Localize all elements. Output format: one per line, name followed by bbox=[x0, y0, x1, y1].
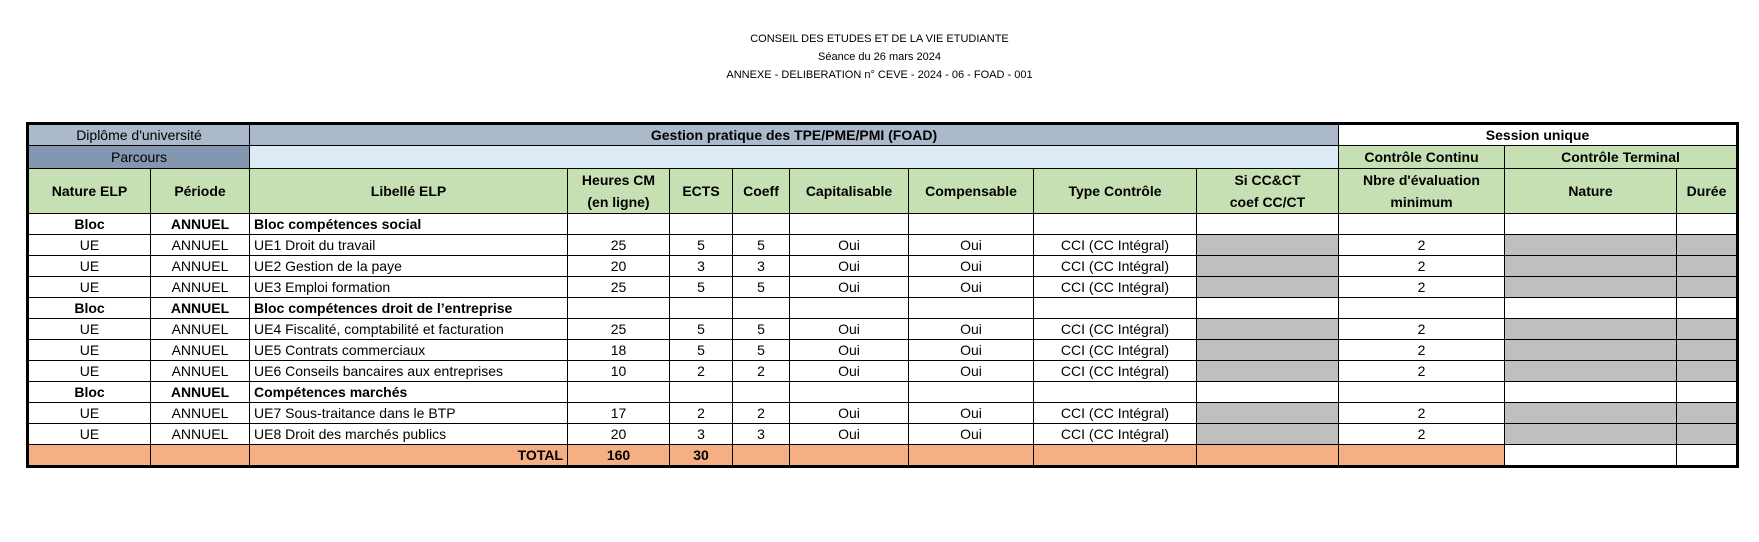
cell-libelle: UE4 Fiscalité, comptabilité et facturation bbox=[250, 319, 568, 340]
cell-capitalisable bbox=[790, 382, 909, 403]
cell-nature: UE bbox=[28, 340, 151, 361]
table-row bbox=[28, 340, 1738, 361]
cell-type-controle bbox=[1034, 214, 1197, 235]
formation-title: Gestion pratique des TPE/PME/PMI (FOAD) bbox=[250, 124, 1339, 146]
cell-ects: 2 bbox=[670, 403, 733, 424]
cell-ects: 3 bbox=[670, 424, 733, 445]
cell-periode: ANNUEL bbox=[151, 340, 250, 361]
cell-ects: 5 bbox=[670, 235, 733, 256]
cell-capitalisable: Oui bbox=[790, 235, 909, 256]
cell-coeff bbox=[733, 382, 790, 403]
cell-heures: 17 bbox=[568, 403, 670, 424]
cell-periode: ANNUEL bbox=[151, 382, 250, 403]
cell-nature-ct bbox=[1505, 424, 1677, 445]
total-empty-10 bbox=[1677, 445, 1738, 467]
col-nature: Nature bbox=[1505, 169, 1677, 214]
cell-duree bbox=[1677, 235, 1738, 256]
cell-duree bbox=[1677, 403, 1738, 424]
header-row-1 bbox=[28, 124, 1738, 146]
cell-nbre-eval bbox=[1339, 214, 1505, 235]
cell-type-controle: CCI (CC Intégral) bbox=[1034, 235, 1197, 256]
cell-si-cc-ct bbox=[1197, 361, 1339, 382]
cell-heures: 25 bbox=[568, 319, 670, 340]
cell-coeff: 5 bbox=[733, 277, 790, 298]
column-header-row bbox=[28, 169, 1738, 214]
cell-si-cc-ct bbox=[1197, 424, 1339, 445]
cell-coeff: 5 bbox=[733, 319, 790, 340]
cell-periode: ANNUEL bbox=[151, 298, 250, 319]
cell-coeff bbox=[733, 214, 790, 235]
document-header bbox=[0, 30, 1759, 84]
cell-nature-ct bbox=[1505, 235, 1677, 256]
cell-type-controle: CCI (CC Intégral) bbox=[1034, 403, 1197, 424]
cell-type-controle: CCI (CC Intégral) bbox=[1034, 424, 1197, 445]
cell-libelle: UE7 Sous-traitance dans le BTP bbox=[250, 403, 568, 424]
cell-heures: 25 bbox=[568, 277, 670, 298]
col-type-controle: Type Contrôle bbox=[1034, 169, 1197, 214]
cell-coeff: 2 bbox=[733, 403, 790, 424]
cell-capitalisable: Oui bbox=[790, 361, 909, 382]
cell-si-cc-ct bbox=[1197, 319, 1339, 340]
cell-periode: ANNUEL bbox=[151, 256, 250, 277]
cell-capitalisable bbox=[790, 298, 909, 319]
bloc-row bbox=[28, 214, 1738, 235]
cell-si-cc-ct bbox=[1197, 235, 1339, 256]
cell-libelle: Compétences marchés bbox=[250, 382, 568, 403]
cell-libelle: Bloc compétences droit de l’entreprise bbox=[250, 298, 568, 319]
ct-label: Contrôle Terminal bbox=[1505, 146, 1738, 169]
cell-nature: Bloc bbox=[28, 214, 151, 235]
cell-ects bbox=[670, 298, 733, 319]
parcours-label: Parcours bbox=[28, 146, 250, 169]
col-nature-elp: Nature ELP bbox=[28, 169, 151, 214]
cell-si-cc-ct bbox=[1197, 403, 1339, 424]
deliberation-reference: ANNEXE - DELIBERATION n° CEVE - 2024 - 06 - FOAD - 001 bbox=[726, 69, 1033, 81]
cell-compensable: Oui bbox=[909, 256, 1034, 277]
cell-periode: ANNUEL bbox=[151, 424, 250, 445]
cc-label: Contrôle Continu bbox=[1339, 146, 1505, 169]
total-row bbox=[28, 445, 1738, 467]
header-row-2 bbox=[28, 146, 1738, 169]
cell-compensable: Oui bbox=[909, 277, 1034, 298]
cell-capitalisable: Oui bbox=[790, 256, 909, 277]
cell-libelle: UE1 Droit du travail bbox=[250, 235, 568, 256]
cell-nature-ct bbox=[1505, 361, 1677, 382]
cell-type-controle bbox=[1034, 298, 1197, 319]
cell-libelle: Bloc compétences social bbox=[250, 214, 568, 235]
session-label: Session unique bbox=[1339, 124, 1738, 146]
cell-ects: 3 bbox=[670, 256, 733, 277]
cell-libelle: UE8 Droit des marchés publics bbox=[250, 424, 568, 445]
table-row bbox=[28, 319, 1738, 340]
cell-nbre-eval: 2 bbox=[1339, 403, 1505, 424]
cell-ects: 5 bbox=[670, 340, 733, 361]
cell-nature: UE bbox=[28, 361, 151, 382]
cell-heures bbox=[568, 298, 670, 319]
cell-compensable bbox=[909, 214, 1034, 235]
table-body bbox=[28, 214, 1738, 445]
cell-si-cc-ct bbox=[1197, 298, 1339, 319]
cell-nbre-eval: 2 bbox=[1339, 340, 1505, 361]
cell-periode: ANNUEL bbox=[151, 277, 250, 298]
cell-duree bbox=[1677, 298, 1738, 319]
table-row bbox=[28, 361, 1738, 382]
cell-ects bbox=[670, 382, 733, 403]
cell-coeff: 5 bbox=[733, 340, 790, 361]
cell-nature: Bloc bbox=[28, 298, 151, 319]
cell-heures bbox=[568, 214, 670, 235]
col-heures-line1: Heures CM bbox=[581, 172, 656, 188]
cell-duree bbox=[1677, 214, 1738, 235]
cell-coeff: 2 bbox=[733, 361, 790, 382]
cell-heures bbox=[568, 382, 670, 403]
cell-type-controle: CCI (CC Intégral) bbox=[1034, 361, 1197, 382]
cell-compensable bbox=[909, 382, 1034, 403]
cell-capitalisable: Oui bbox=[790, 319, 909, 340]
col-compensable: Compensable bbox=[909, 169, 1034, 214]
cell-nbre-eval: 2 bbox=[1339, 361, 1505, 382]
col-periode: Période bbox=[151, 169, 250, 214]
diplome-label: Diplôme d'université bbox=[28, 124, 250, 146]
col-nbre-eval-line1: Nbre d'évaluation bbox=[1363, 172, 1480, 188]
cell-ects: 5 bbox=[670, 277, 733, 298]
cell-libelle: UE5 Contrats commerciaux bbox=[250, 340, 568, 361]
cell-periode: ANNUEL bbox=[151, 235, 250, 256]
cell-capitalisable: Oui bbox=[790, 277, 909, 298]
cell-nbre-eval: 2 bbox=[1339, 256, 1505, 277]
total-empty-7 bbox=[1197, 445, 1339, 467]
total-empty-9 bbox=[1505, 445, 1677, 467]
cell-type-controle: CCI (CC Intégral) bbox=[1034, 277, 1197, 298]
cell-compensable: Oui bbox=[909, 403, 1034, 424]
col-heures bbox=[568, 169, 670, 214]
cell-nature: UE bbox=[28, 319, 151, 340]
cell-nature-ct bbox=[1505, 277, 1677, 298]
total-heures: 160 bbox=[568, 445, 670, 467]
col-heures-line2: (en ligne) bbox=[587, 194, 650, 210]
cell-compensable: Oui bbox=[909, 340, 1034, 361]
bloc-row bbox=[28, 298, 1738, 319]
total-empty-1 bbox=[28, 445, 151, 467]
cell-duree bbox=[1677, 424, 1738, 445]
total-empty-5 bbox=[909, 445, 1034, 467]
cell-type-controle: CCI (CC Intégral) bbox=[1034, 256, 1197, 277]
cell-type-controle: CCI (CC Intégral) bbox=[1034, 340, 1197, 361]
cell-ects: 2 bbox=[670, 361, 733, 382]
total-label: TOTAL bbox=[250, 445, 568, 467]
cell-heures: 20 bbox=[568, 256, 670, 277]
col-ects: ECTS bbox=[670, 169, 733, 214]
cell-nature-ct bbox=[1505, 319, 1677, 340]
table-row bbox=[28, 403, 1738, 424]
cell-periode: ANNUEL bbox=[151, 403, 250, 424]
cell-libelle: UE3 Emploi formation bbox=[250, 277, 568, 298]
cell-heures: 10 bbox=[568, 361, 670, 382]
col-capitalisable: Capitalisable bbox=[790, 169, 909, 214]
parcours-value bbox=[250, 146, 1339, 169]
cell-heures: 20 bbox=[568, 424, 670, 445]
cell-capitalisable: Oui bbox=[790, 424, 909, 445]
cell-nbre-eval bbox=[1339, 382, 1505, 403]
col-si-cc-ct-line1: Si CC&CT bbox=[1234, 172, 1301, 188]
col-nbre-eval bbox=[1339, 169, 1505, 214]
cell-capitalisable: Oui bbox=[790, 403, 909, 424]
cell-duree bbox=[1677, 256, 1738, 277]
cell-periode: ANNUEL bbox=[151, 319, 250, 340]
council-name: CONSEIL DES ETUDES ET DE LA VIE ETUDIANTE bbox=[750, 33, 1009, 45]
cell-nature-ct bbox=[1505, 214, 1677, 235]
cell-nature: UE bbox=[28, 424, 151, 445]
cell-nature: UE bbox=[28, 256, 151, 277]
cell-capitalisable: Oui bbox=[790, 340, 909, 361]
cell-libelle: UE2 Gestion de la paye bbox=[250, 256, 568, 277]
table-row bbox=[28, 277, 1738, 298]
cell-coeff bbox=[733, 298, 790, 319]
cell-duree bbox=[1677, 382, 1738, 403]
cell-type-controle: CCI (CC Intégral) bbox=[1034, 319, 1197, 340]
cell-duree bbox=[1677, 277, 1738, 298]
cell-heures: 18 bbox=[568, 340, 670, 361]
cell-heures: 25 bbox=[568, 235, 670, 256]
total-empty-3 bbox=[733, 445, 790, 467]
table-row bbox=[28, 256, 1738, 277]
cell-nature: UE bbox=[28, 403, 151, 424]
col-si-cc-ct-line2: coef CC/CT bbox=[1229, 194, 1306, 210]
cell-nature-ct bbox=[1505, 382, 1677, 403]
cell-nbre-eval: 2 bbox=[1339, 424, 1505, 445]
cell-duree bbox=[1677, 361, 1738, 382]
cell-nature-ct bbox=[1505, 298, 1677, 319]
cell-compensable: Oui bbox=[909, 424, 1034, 445]
cell-si-cc-ct bbox=[1197, 277, 1339, 298]
cell-nbre-eval: 2 bbox=[1339, 235, 1505, 256]
total-empty-2 bbox=[151, 445, 250, 467]
cell-compensable: Oui bbox=[909, 361, 1034, 382]
cell-nature-ct bbox=[1505, 403, 1677, 424]
cell-nbre-eval: 2 bbox=[1339, 319, 1505, 340]
cell-nature: UE bbox=[28, 235, 151, 256]
cell-nature-ct bbox=[1505, 256, 1677, 277]
cell-periode: ANNUEL bbox=[151, 214, 250, 235]
cell-nbre-eval: 2 bbox=[1339, 277, 1505, 298]
cell-compensable: Oui bbox=[909, 319, 1034, 340]
table-row bbox=[28, 235, 1738, 256]
table-row bbox=[28, 424, 1738, 445]
col-libelle: Libellé ELP bbox=[250, 169, 568, 214]
cell-coeff: 3 bbox=[733, 256, 790, 277]
total-empty-8 bbox=[1339, 445, 1505, 467]
cell-si-cc-ct bbox=[1197, 382, 1339, 403]
cell-si-cc-ct bbox=[1197, 214, 1339, 235]
col-duree: Durée bbox=[1677, 169, 1738, 214]
col-coeff: Coeff bbox=[733, 169, 790, 214]
cell-coeff: 5 bbox=[733, 235, 790, 256]
total-empty-6 bbox=[1034, 445, 1197, 467]
cell-si-cc-ct bbox=[1197, 340, 1339, 361]
session-date: Séance du 26 mars 2024 bbox=[818, 51, 941, 63]
col-nbre-eval-line2: minimum bbox=[1390, 194, 1453, 210]
cell-si-cc-ct bbox=[1197, 256, 1339, 277]
cell-compensable bbox=[909, 298, 1034, 319]
cell-nature: Bloc bbox=[28, 382, 151, 403]
cell-ects: 5 bbox=[670, 319, 733, 340]
cell-duree bbox=[1677, 319, 1738, 340]
cell-compensable: Oui bbox=[909, 235, 1034, 256]
cell-duree bbox=[1677, 340, 1738, 361]
cell-periode: ANNUEL bbox=[151, 361, 250, 382]
mcc-table bbox=[26, 122, 1739, 468]
col-si-cc-ct bbox=[1197, 169, 1339, 214]
total-ects: 30 bbox=[670, 445, 733, 467]
total-empty-4 bbox=[790, 445, 909, 467]
cell-coeff: 3 bbox=[733, 424, 790, 445]
cell-capitalisable bbox=[790, 214, 909, 235]
cell-nature-ct bbox=[1505, 340, 1677, 361]
cell-ects bbox=[670, 214, 733, 235]
bloc-row bbox=[28, 382, 1738, 403]
cell-nbre-eval bbox=[1339, 298, 1505, 319]
cell-type-controle bbox=[1034, 382, 1197, 403]
cell-nature: UE bbox=[28, 277, 151, 298]
cell-libelle: UE6 Conseils bancaires aux entreprises bbox=[250, 361, 568, 382]
